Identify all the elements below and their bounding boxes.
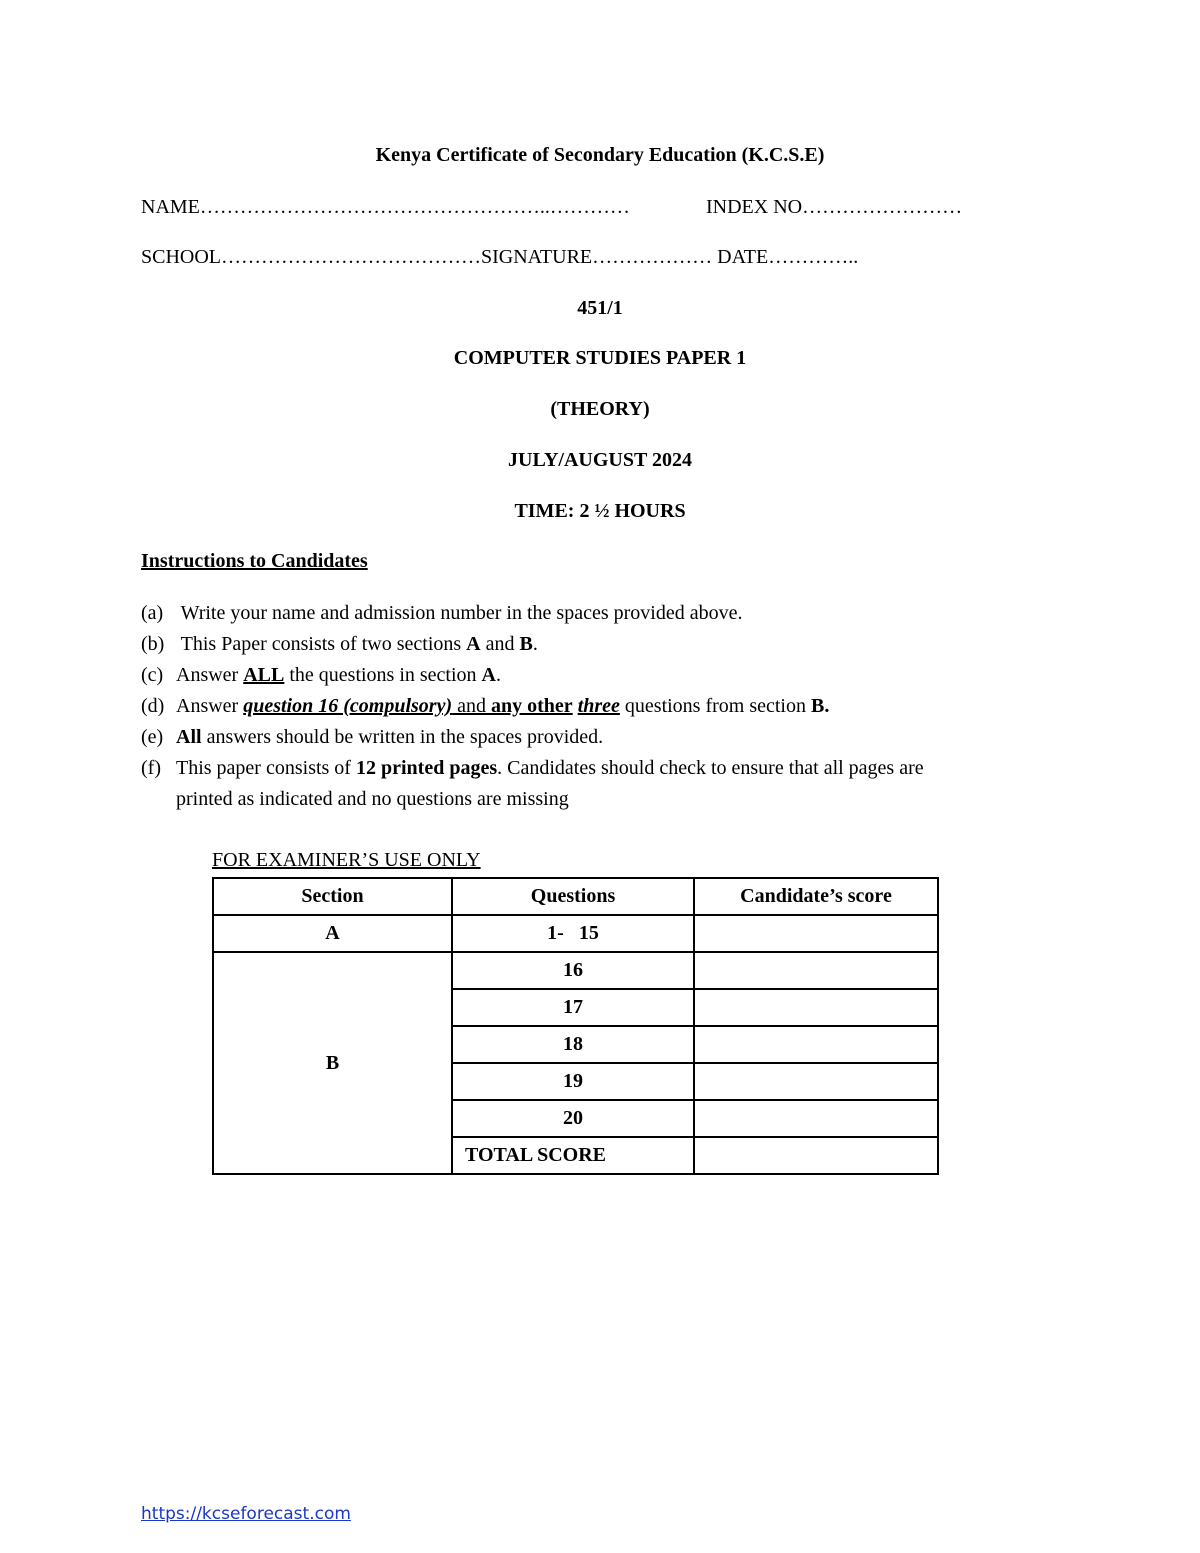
index-number-field: INDEX NO…………………… [706, 196, 963, 218]
emphasis-all: All [176, 726, 202, 748]
instruction-a [141, 602, 742, 625]
instruction-b [141, 633, 538, 656]
name-field: NAME……………………………………………..………… [141, 196, 630, 218]
total-score-cell [694, 1137, 938, 1174]
questions-cell: 18 [452, 1026, 694, 1063]
section-b-cell: B [213, 952, 452, 1174]
instruction-text: the questions in section [284, 664, 482, 686]
exam-session: JULY/AUGUST 2024 [508, 449, 692, 471]
emphasis-any-other: any other [491, 695, 573, 717]
total-score-label: TOTAL SCORE [452, 1137, 694, 1174]
paper-code: 451/1 [577, 297, 623, 319]
instruction-text: answers should be written in the spaces provided. [201, 726, 604, 748]
section-a-ref: A [466, 633, 481, 655]
examiner-score-table [212, 877, 939, 1175]
table-row [213, 952, 938, 989]
exam-time: TIME: 2 ½ HOURS [514, 500, 686, 522]
instruction-text: Write your name and admission number in the spaces provided above. [176, 602, 743, 624]
questions-cell: 17 [452, 989, 694, 1026]
website-link[interactable]: https://kcseforecast.com [141, 1504, 351, 1524]
emphasis-question-16: question 16 (compulsory) [243, 695, 453, 717]
instruction-f-continued: printed as indicated and no questions are missing [176, 788, 569, 810]
school-signature-date-line [141, 246, 858, 269]
instruction-label: (a) [141, 602, 164, 624]
score-cell [694, 1100, 938, 1137]
school-field: SCHOOL………………………………… [141, 246, 482, 268]
score-cell [694, 915, 938, 952]
section-b-ref: B [519, 633, 533, 655]
instruction-text: This Paper consists of two sections [176, 633, 467, 655]
instruction-label: (f) [141, 757, 161, 779]
signature-field: SIGNATURE……………… [481, 246, 713, 268]
instruction-d [141, 695, 829, 718]
examiner-use-heading: FOR EXAMINER’S USE ONLY [212, 849, 481, 871]
table-header-row [213, 878, 938, 915]
questions-cell: 19 [452, 1063, 694, 1100]
column-header-score: Candidate’s score [694, 878, 938, 915]
instruction-e [141, 726, 603, 749]
column-header-questions: Questions [452, 878, 694, 915]
instruction-text: . [496, 664, 501, 686]
score-cell [694, 952, 938, 989]
questions-cell: 20 [452, 1100, 694, 1137]
instruction-label: (e) [141, 726, 164, 748]
questions-cell: 1- 15 [452, 915, 694, 952]
emphasis-all: ALL [243, 664, 285, 686]
instruction-text: Answer [176, 695, 244, 717]
instruction-c [141, 664, 501, 687]
table-row [213, 915, 938, 952]
instruction-label: (b) [141, 633, 165, 655]
exam-title: Kenya Certificate of Secondary Education (K.C.S.E) [375, 144, 825, 166]
score-cell [694, 989, 938, 1026]
instruction-text: questions from section [619, 695, 811, 717]
section-a-cell: A [213, 915, 452, 952]
instruction-f [141, 757, 924, 780]
paper-type: (THEORY) [550, 398, 650, 420]
emphasis-page-count: 12 printed pages [355, 757, 498, 779]
date-field: DATE………….. [717, 246, 859, 268]
questions-cell: 16 [452, 952, 694, 989]
score-cell [694, 1063, 938, 1100]
instruction-text: . [532, 633, 538, 655]
emphasis-three: three [577, 695, 620, 717]
column-header-section: Section [213, 878, 452, 915]
instruction-text: Answer [176, 664, 244, 686]
instructions-heading: Instructions to Candidates [141, 550, 368, 572]
instruction-text: and [452, 695, 492, 717]
instruction-label: (c) [141, 664, 164, 686]
instruction-text: and [480, 633, 520, 655]
subject-title: COMPUTER STUDIES PAPER 1 [453, 347, 747, 369]
instruction-label: (d) [141, 695, 165, 717]
score-cell [694, 1026, 938, 1063]
instruction-text: . Candidates should check to ensure that all pages are [497, 757, 924, 779]
instruction-text: This paper consists of [176, 757, 356, 779]
section-a-ref: A [481, 664, 496, 686]
section-b-ref: B. [811, 695, 830, 717]
